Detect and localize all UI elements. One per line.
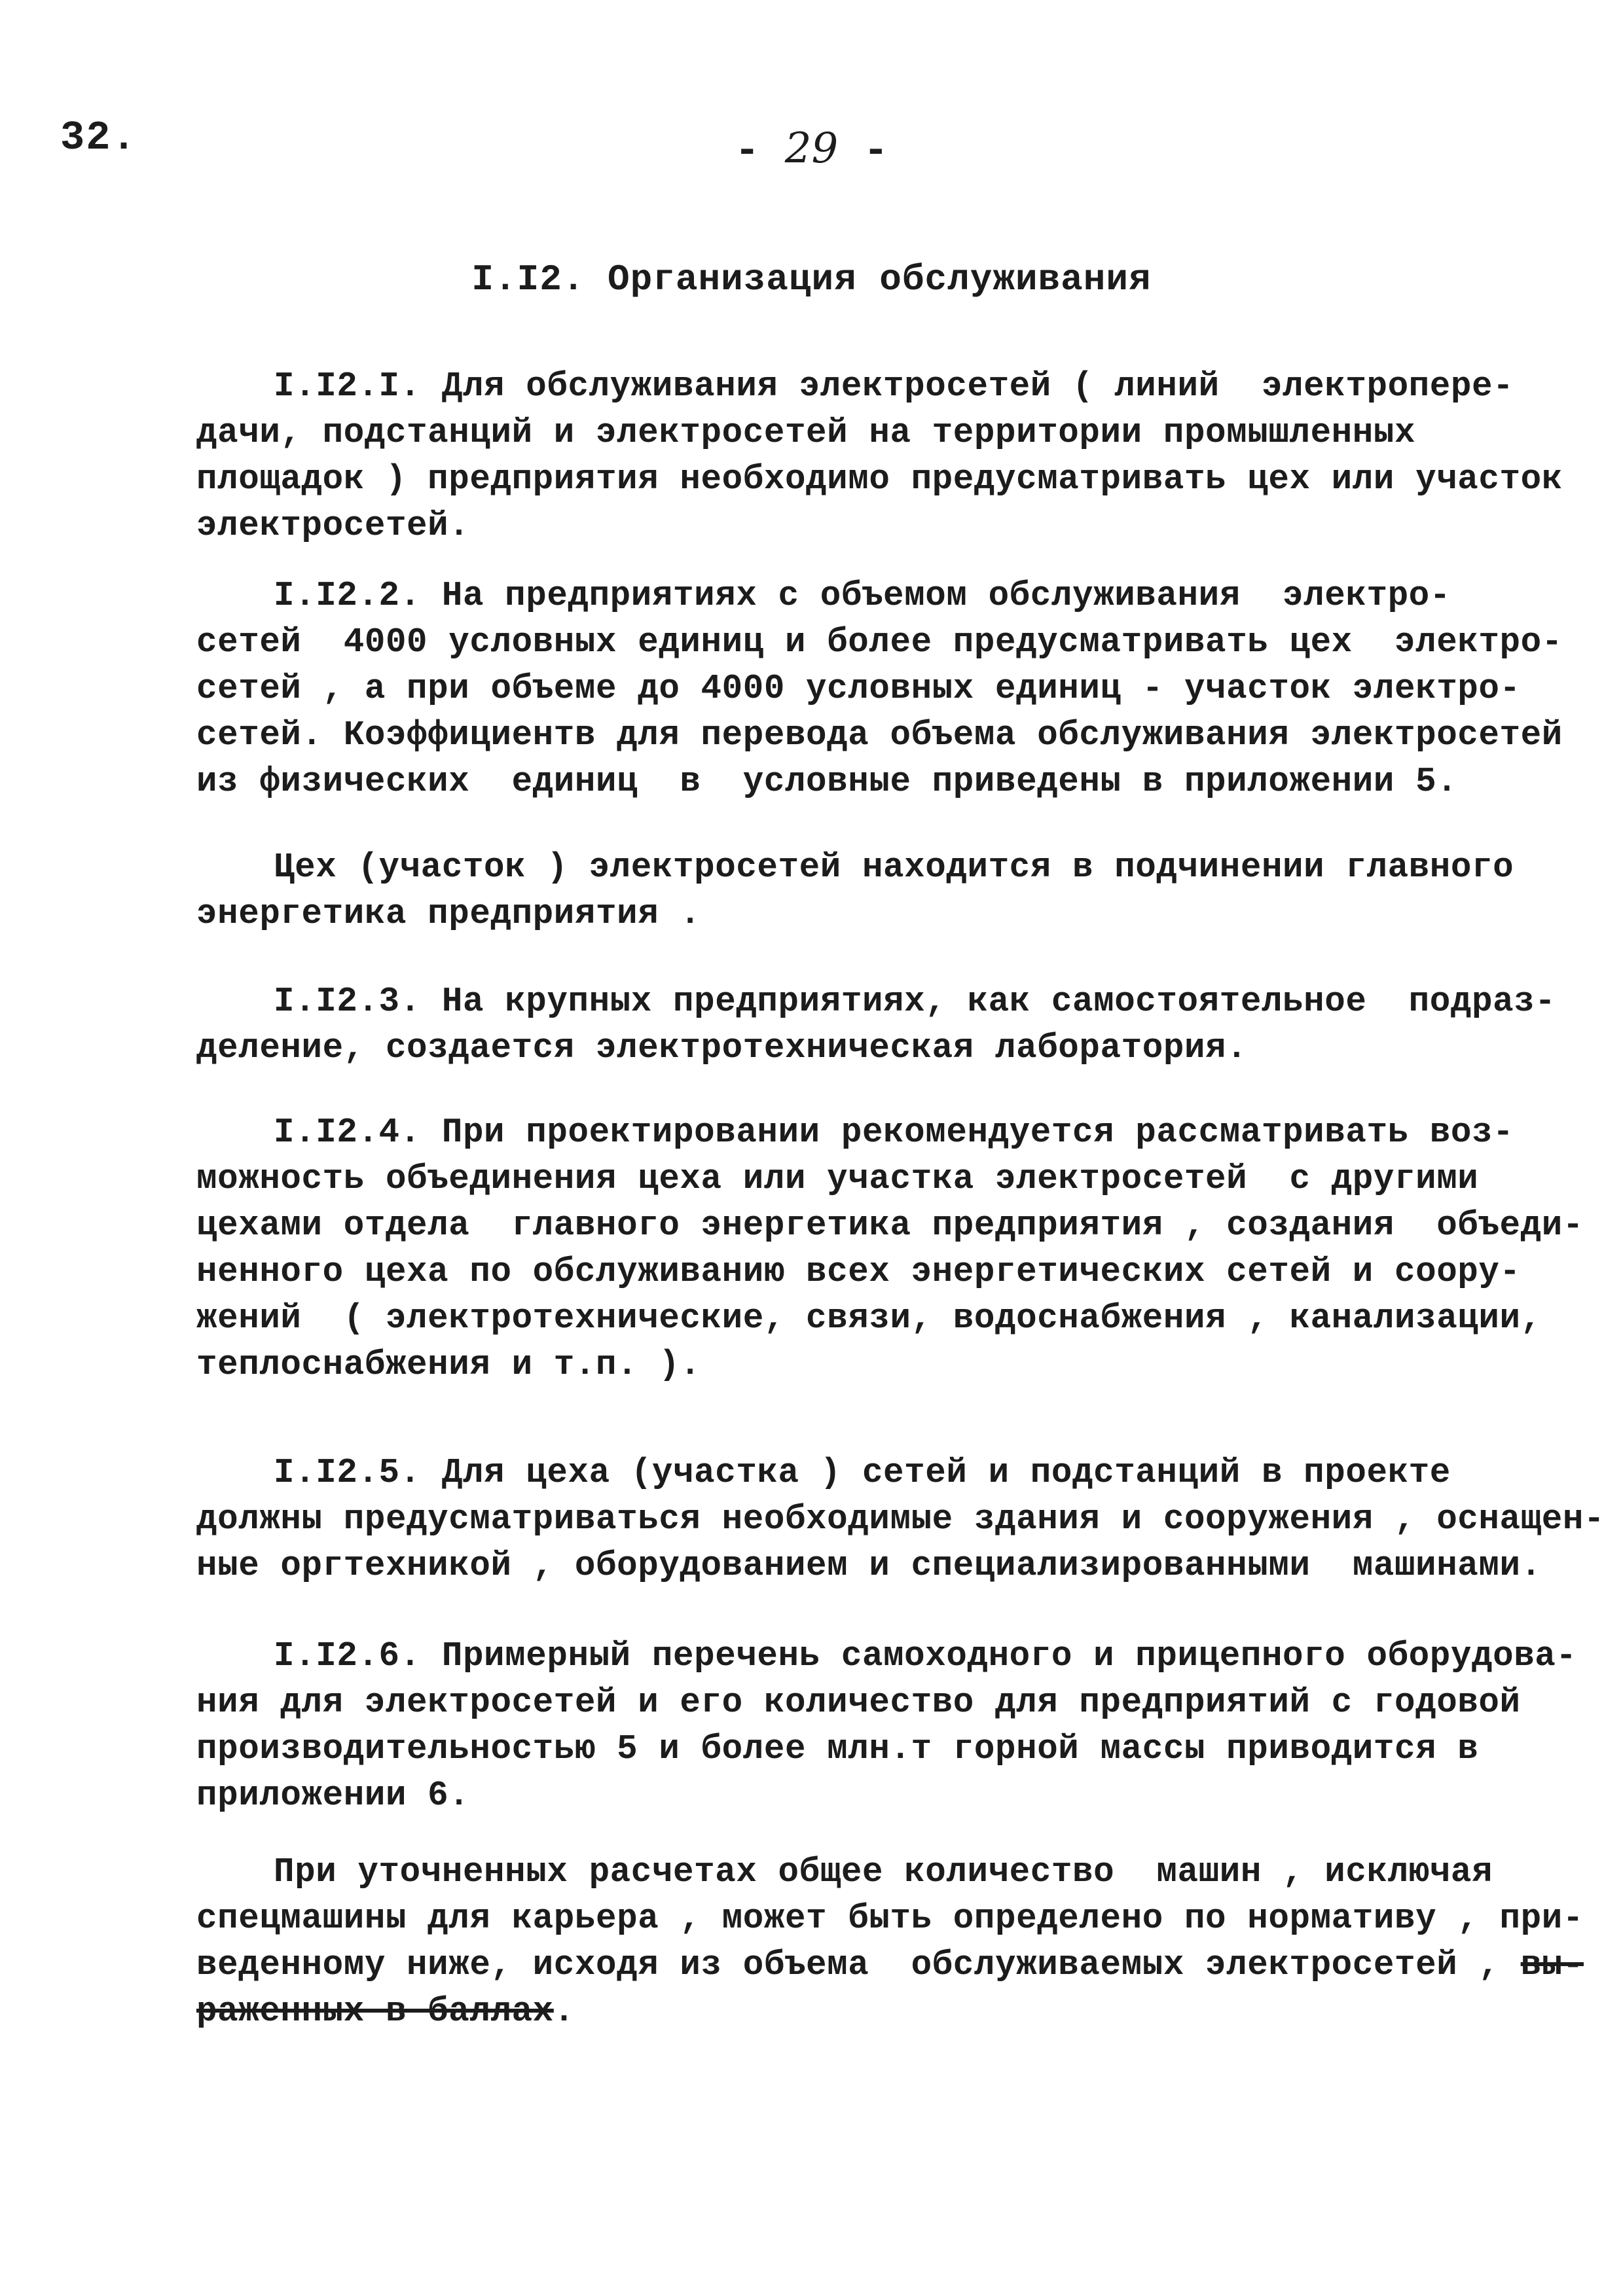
paragraph-line: ненного цеха по обслуживанию всех энергетических сетей и соору- bbox=[196, 1252, 1521, 1291]
section-title: I.I2. Организация обслуживания bbox=[471, 259, 1152, 300]
paragraph-line: жений ( электротехнические, связи, водоснабжения , канализации, bbox=[196, 1299, 1542, 1338]
paragraph-line-text: веденному ниже, исходя из объема обслуживаемых электросетей , bbox=[196, 1945, 1500, 1984]
paragraph-line-text: . bbox=[553, 1992, 575, 2031]
paragraph-line: I.I2.2. На предприятиях с объемом обслуживания электро- bbox=[274, 576, 1451, 615]
paragraph-line: энергетика предприятия . bbox=[196, 894, 701, 933]
page-marker-left: - bbox=[734, 128, 785, 175]
paragraph-line: I.I2.5. Для цеха (участка ) сетей и подстанций в проекте bbox=[274, 1453, 1451, 1492]
struck-out-text: раженных в баллах bbox=[196, 1992, 554, 2031]
handwritten-page-number: 29 bbox=[784, 124, 839, 173]
paragraph-line: из физических единиц в условные приведены в приложении 5. bbox=[196, 762, 1458, 801]
paragraph-1-12-4 bbox=[196, 1109, 1584, 1388]
paragraph-line: сетей , а при объеме до 4000 условных единиц - участок электро- bbox=[196, 669, 1521, 708]
paragraph-line: производительностью 5 и более млн.т горной массы приводится в bbox=[196, 1729, 1479, 1768]
paragraph-line: должны предусматриваться необходимые здания и сооружения , оснащен- bbox=[196, 1499, 1605, 1539]
page-marker bbox=[0, 124, 1623, 175]
paragraph-1-12-5 bbox=[196, 1450, 1605, 1589]
paragraph-line: приложении 6. bbox=[196, 1776, 470, 1815]
paragraph-line: сетей. Коэффициентв для перевода объема обслуживания электросетей bbox=[196, 715, 1563, 755]
paragraph-line: I.I2.I. Для обслуживания электросетей ( линий электропере- bbox=[274, 367, 1514, 406]
paragraph-line: цехами отдела главного энергетика предприятия , создания объеди- bbox=[196, 1206, 1584, 1245]
paragraph-line: I.I2.4. При проектировании рекомендуется рассматривать воз- bbox=[274, 1113, 1514, 1152]
paragraph-1-12-1 bbox=[196, 363, 1563, 549]
paragraph-line: I.I2.3. На крупных предприятиях, как самостоятельное подраз- bbox=[274, 982, 1556, 1021]
paragraph-line: спецмашины для карьера , может быть определено по нормативу , при- bbox=[196, 1899, 1584, 1938]
paragraph-line: сетей 4000 условных единиц и более предусматривать цех электро- bbox=[196, 622, 1563, 662]
paragraph-line bbox=[196, 1942, 1584, 1988]
paragraph-line: I.I2.6. Примерный перечень самоходного и прицепного оборудова- bbox=[274, 1636, 1577, 1676]
paragraph-refined-calculation bbox=[196, 1849, 1584, 2035]
paragraph-workshop-subordination bbox=[196, 844, 1558, 937]
paragraph-line: площадок ) предприятия необходимо предусматривать цех или участок bbox=[196, 459, 1563, 499]
paragraph-line: При уточненных расчетах общее количество машин , исключая bbox=[274, 1852, 1493, 1892]
paragraph-1-12-3 bbox=[196, 978, 1558, 1071]
paragraph-line: можность объединения цеха или участка электросетей с другими bbox=[196, 1159, 1479, 1198]
paragraph-line: теплоснабжения и т.п. ). bbox=[196, 1345, 701, 1384]
struck-out-text: вы- bbox=[1520, 1945, 1584, 1984]
paragraph-line bbox=[196, 1988, 1558, 2035]
page-marker-right: - bbox=[838, 128, 889, 175]
paragraph-1-12-2 bbox=[196, 573, 1563, 805]
paragraph-line: электросетей. bbox=[196, 506, 470, 545]
paragraph-line: Цех (участок ) электросетей находится в подчинении главного bbox=[274, 848, 1514, 887]
paragraph-line: ные оргтехникой , оборудованием и специализированными машинами. bbox=[196, 1546, 1542, 1585]
page-number: 32. bbox=[60, 115, 137, 161]
paragraph-line: деление, создается электротехническая лаборатория. bbox=[196, 1028, 1248, 1067]
paragraph-line: дачи, подстанций и электросетей на территории промышленных bbox=[196, 413, 1416, 452]
paragraph-line: ния для электросетей и его количество для предприятий с годовой bbox=[196, 1683, 1521, 1722]
paragraph-1-12-6 bbox=[196, 1633, 1577, 1819]
